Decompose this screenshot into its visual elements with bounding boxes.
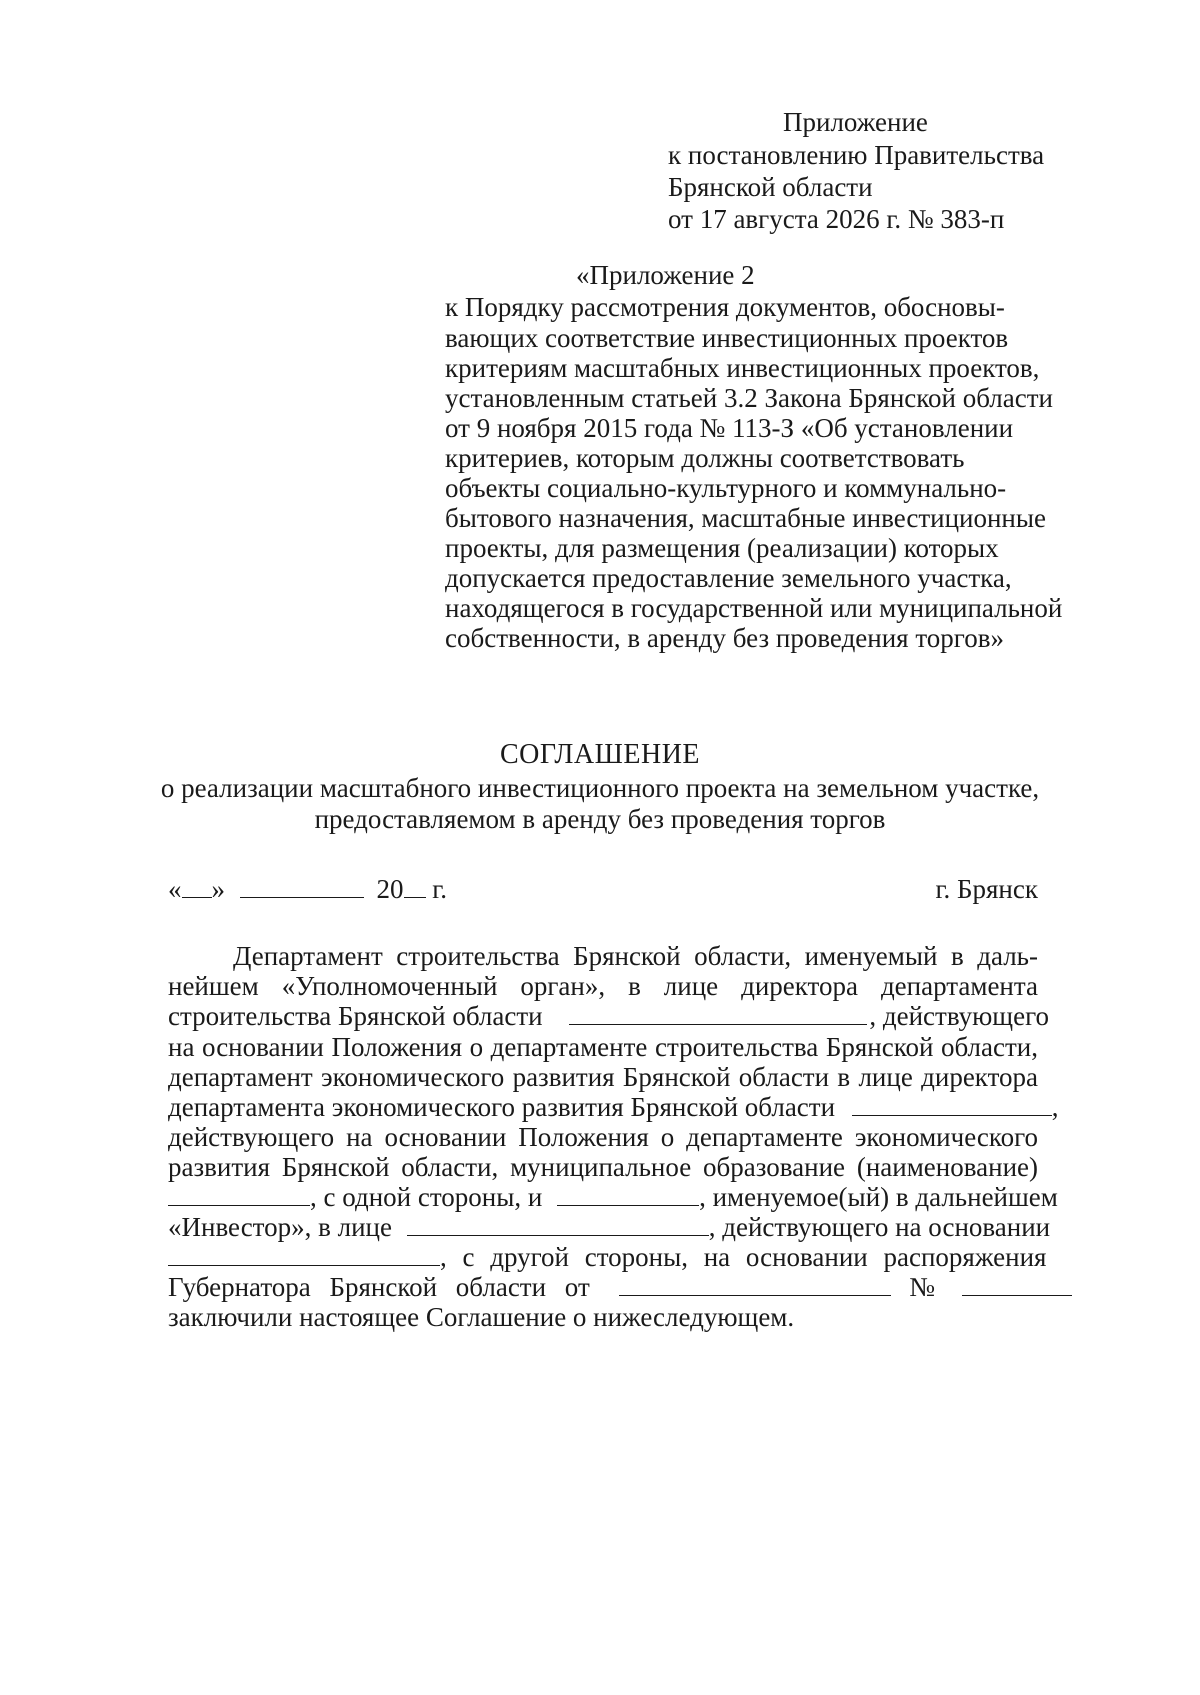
appendix-line: к постановлению Правительства [668, 140, 1045, 170]
appendix-heading: Приложение [783, 107, 928, 137]
body-line-9: , с одной стороны, и , именуемое(ый) в дальнейшем [168, 1181, 1038, 1213]
appendix2-line: проекты, для размещения (реализации) которых [445, 533, 999, 563]
year-blank [404, 875, 426, 898]
body-line-4: на основании Положения о департаменте строительства Брянской области, [168, 1032, 1038, 1062]
appendix2-line: собственности, в аренду без проведения торгов» [445, 623, 1004, 653]
body-line-12: Губернатора Брянской области от № [168, 1271, 1038, 1303]
city-label: г. Брянск [935, 874, 1038, 904]
body-line-6: департамента экономического развития Брянской области , [168, 1092, 1059, 1122]
body-line-10: «Инвестор», в лице , действующего на основании [168, 1212, 1051, 1242]
appendix2-line: критериям масштабных инвестиционных проектов, [445, 353, 1040, 383]
appendix2-line: вающих соответствие инвестиционных проектов [445, 323, 1009, 353]
appendix2-line: бытового назначения, масштабные инвестиционные [445, 503, 1047, 533]
construction-director-blank [569, 1002, 867, 1025]
month-blank [240, 875, 364, 898]
day-blank [182, 875, 212, 898]
agreement-subtitle: о реализации масштабного инвестиционного проекта на земельном участке, [160, 773, 1040, 803]
appendix2-line: установленным статьей 3.2 Закона Брянской области [445, 383, 1053, 413]
investor-name-blank [557, 1183, 699, 1206]
decree-number-blank [962, 1273, 1072, 1296]
appendix2-line: критериев, которым должны соответствовать [445, 443, 965, 473]
appendix2-line: объекты социально-культурного и коммунально- [445, 473, 1007, 503]
economy-director-blank [852, 1093, 1052, 1116]
body-line-2: нейшем «Уполномоченный орган», в лице директора департамента [168, 971, 1038, 1001]
appendix2-line: допускается предоставление земельного участка, [445, 563, 1012, 593]
agreement-title: СОГЛАШЕНИЕ [499, 739, 701, 770]
appendix-line: Брянской области [668, 172, 873, 202]
appendix2-line: к Порядку рассмотрения документов, обосновы- [445, 292, 1005, 322]
date-field: « » 20 г. [168, 874, 448, 904]
decree-date-blank [619, 1273, 891, 1296]
body-line-8: развития Брянской области, муниципальное образование (наименование) [168, 1152, 1038, 1182]
municipality-blank [168, 1183, 310, 1206]
appendix2-line: находящегося в государственной или муниципальной [445, 593, 1063, 623]
appendix-date-number: от 17 августа 2026 г. № 383-п [668, 204, 1005, 234]
basis-blank [168, 1243, 440, 1266]
body-line-11: , с другой стороны, на основании распоряжения [168, 1241, 1038, 1273]
body-line-3: строительства Брянской области , действующего [168, 1001, 1049, 1031]
body-line-13: заключили настоящее Соглашение о нижеследующем. [168, 1302, 795, 1332]
body-line-7: действующего на основании Положения о департаменте экономического [168, 1122, 1038, 1152]
investor-rep-blank [407, 1213, 709, 1236]
appendix2-heading: «Приложение 2 [576, 260, 755, 290]
appendix2-line: от 9 ноября 2015 года № 113-З «Об установлении [445, 413, 1014, 443]
agreement-subtitle: предоставляемом в аренду без проведения торгов [314, 804, 886, 834]
body-line-5: департамент экономического развития Брянской области в лице директора [168, 1062, 1038, 1092]
body-line-1: Департамент строительства Брянской области, именуемый в даль- [233, 941, 1038, 971]
